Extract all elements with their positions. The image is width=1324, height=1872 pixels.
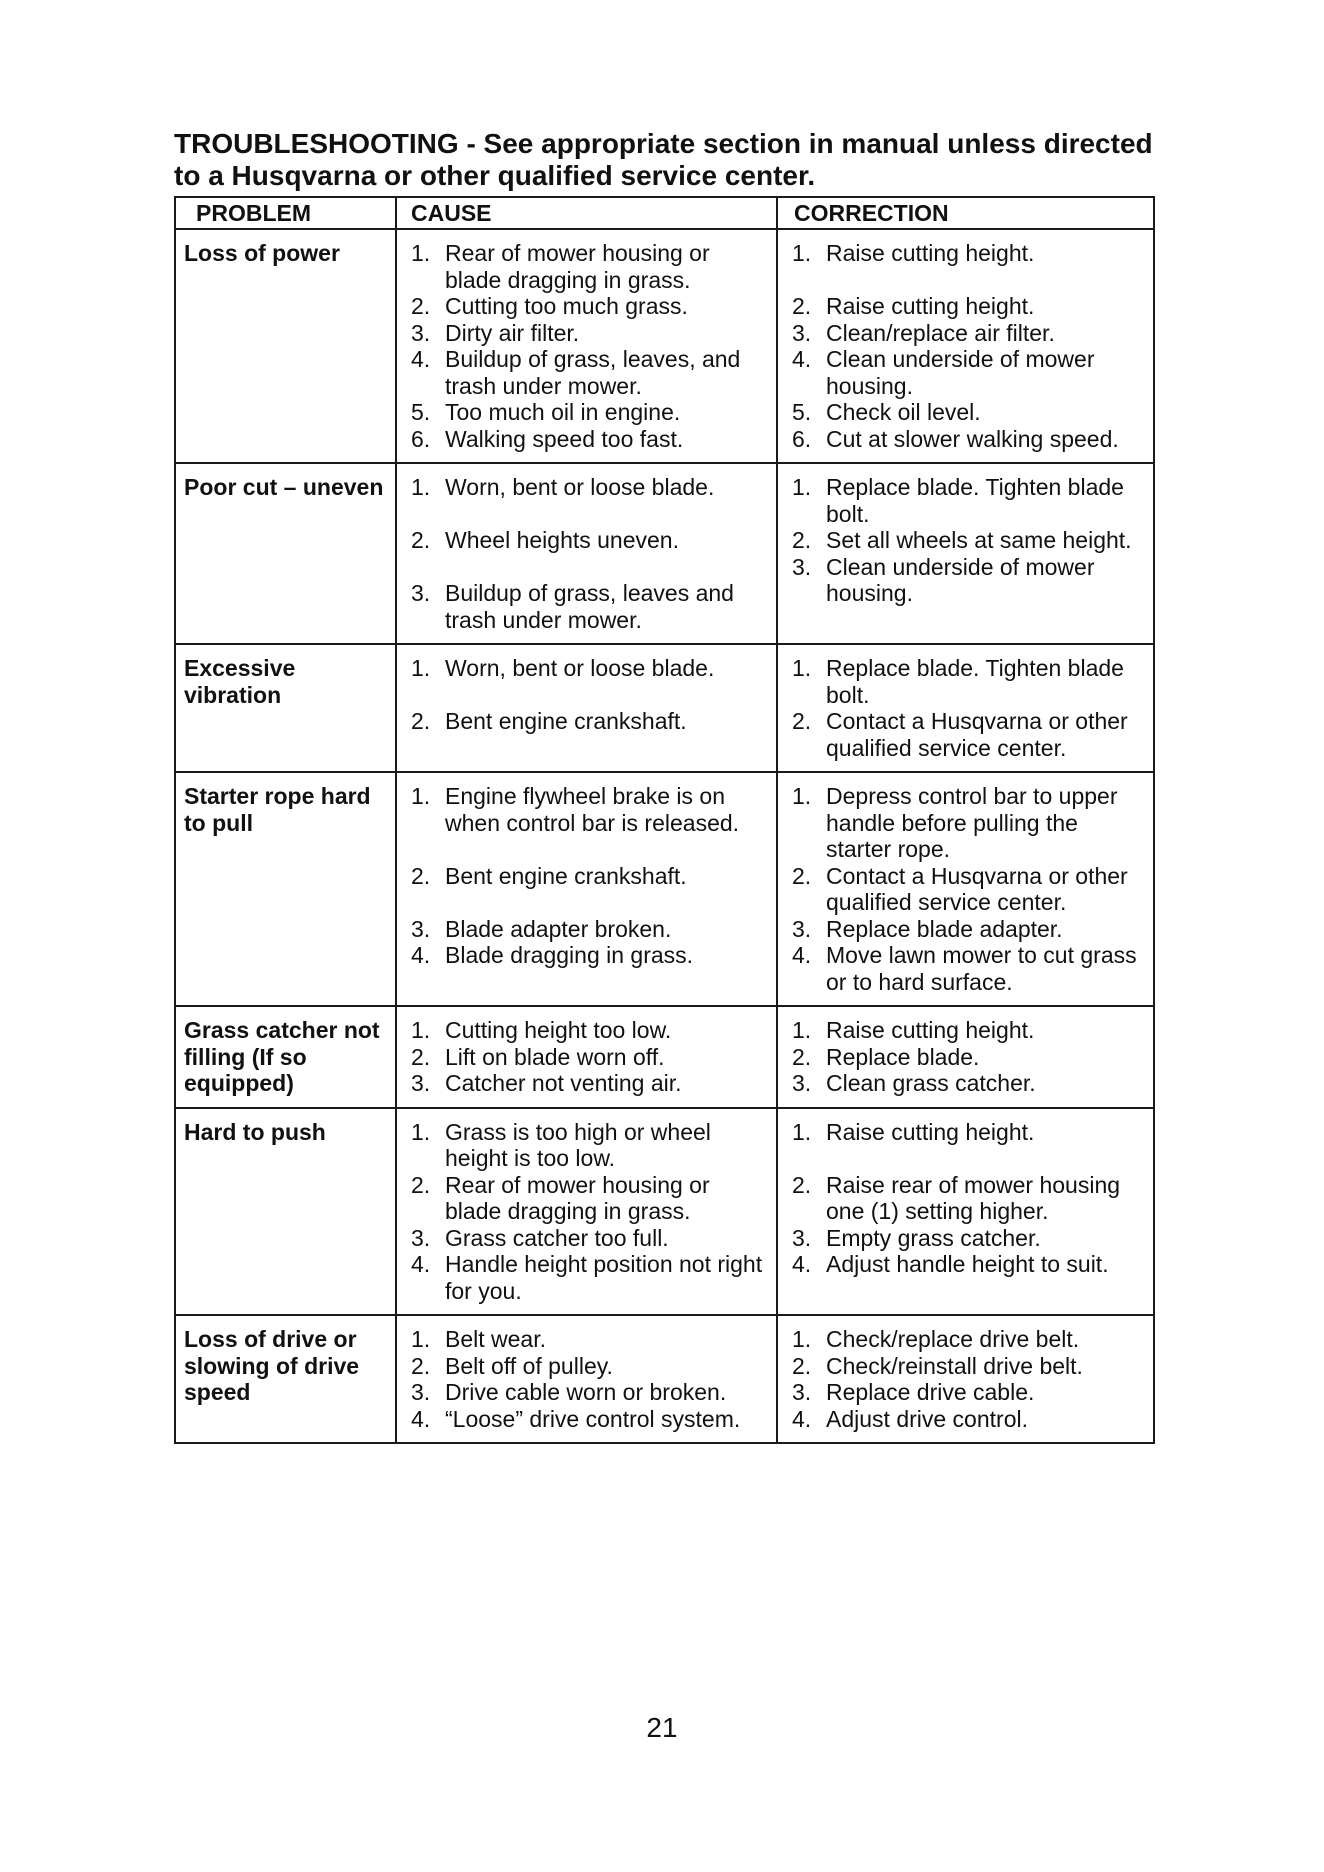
problem-cell: Loss of power	[175, 229, 396, 463]
cause-item	[405, 320, 770, 347]
header-problem: PROBLEM	[175, 197, 396, 229]
cause-item	[405, 346, 770, 399]
item-number: 1.	[792, 783, 812, 809]
item-text: Raise cutting height.	[826, 1017, 1035, 1043]
causes-list	[405, 1326, 770, 1432]
correction-cell	[777, 772, 1154, 1006]
correction-item	[786, 1326, 1147, 1353]
cause-item	[405, 942, 770, 969]
item-number: 1.	[411, 240, 431, 266]
correction-item	[786, 942, 1147, 995]
item-text: Contact a Husqvarna or other qualified service center.	[826, 708, 1128, 761]
cause-cell	[396, 229, 777, 463]
problem-cell: Loss of drive or slowing of drive speed	[175, 1315, 396, 1443]
cause-item	[405, 399, 770, 426]
cause-cell	[396, 1315, 777, 1443]
cause-item	[405, 426, 770, 453]
item-text: Clean underside of mower housing.	[826, 553, 1095, 606]
item-text: Adjust drive control.	[826, 1405, 1028, 1432]
correction-item	[786, 863, 1147, 916]
correction-item	[786, 346, 1147, 399]
correction-item	[786, 1017, 1147, 1044]
causes-list	[405, 240, 770, 452]
item-text: Bent engine crankshaft.	[445, 708, 687, 734]
item-number: 4.	[411, 1251, 431, 1277]
item-number: 2.	[792, 1043, 812, 1070]
item-number: 2.	[792, 1171, 812, 1198]
item-text: Buildup of grass, leaves and trash under mower.	[445, 580, 734, 633]
correction-item	[786, 399, 1147, 426]
item-number: 2.	[792, 862, 812, 889]
table-row	[175, 644, 1154, 772]
corrections-list	[786, 1326, 1147, 1432]
page-number: 21	[646, 1712, 678, 1743]
item-text: Belt wear.	[445, 1326, 546, 1352]
item-number: 3.	[792, 1070, 812, 1096]
item-number: 1.	[411, 1017, 431, 1043]
correction-item	[786, 1070, 1147, 1097]
item-text: Cutting too much grass.	[445, 293, 688, 319]
item-text: Replace blade.	[826, 1043, 980, 1070]
correction-item	[786, 426, 1147, 453]
table-row	[175, 1006, 1154, 1108]
item-number: 5.	[411, 399, 431, 425]
item-text: Wheel heights uneven.	[445, 527, 679, 553]
item-number: 2.	[792, 527, 812, 553]
item-number: 3.	[411, 1070, 431, 1096]
item-number: 2.	[411, 1043, 431, 1070]
item-text: Raise cutting height.	[826, 240, 1035, 266]
table-row	[175, 229, 1154, 463]
cause-item	[405, 708, 770, 735]
item-text: Blade dragging in grass.	[445, 942, 694, 968]
item-number: 1.	[792, 240, 812, 266]
item-number: 4.	[792, 1251, 812, 1277]
troubleshooting-table-container	[174, 196, 1155, 1444]
item-text: Engine flywheel brake is on when control bar is released.	[445, 783, 740, 836]
item-number: 3.	[411, 1224, 431, 1251]
item-text: Too much oil in engine.	[445, 399, 681, 425]
item-text: Move lawn mower to cut grass or to hard surface.	[826, 942, 1137, 995]
item-text: Depress control bar to upper handle before pulling the starter rope.	[826, 783, 1118, 862]
item-text: Dirty air filter.	[445, 319, 580, 346]
table-header-row	[175, 197, 1154, 229]
item-text: Clean underside of mower housing.	[826, 346, 1095, 399]
problem-cell: Grass catcher not filling (If so equipped)	[175, 1006, 396, 1108]
item-text: Buildup of grass, leaves, and trash under mower.	[445, 346, 741, 399]
header-correction: CORRECTION	[777, 197, 1154, 229]
correction-item	[786, 708, 1147, 761]
item-number: 4.	[411, 1405, 431, 1432]
causes-list	[405, 474, 770, 633]
item-text: Cutting height too low.	[445, 1017, 672, 1043]
corrections-list	[786, 655, 1147, 761]
item-text: Catcher not venting air.	[445, 1070, 682, 1096]
item-number: 2.	[792, 708, 812, 734]
cause-cell	[396, 1108, 777, 1316]
item-text: Grass catcher too full.	[445, 1224, 669, 1251]
item-number: 2.	[411, 293, 431, 319]
item-text: Rear of mower housing or blade dragging in grass.	[445, 1171, 710, 1224]
item-number: 2.	[792, 1352, 812, 1379]
page-title: TROUBLESHOOTING - See appropriate section in manual unless directed to a Husqvarna or other qualified service center.	[174, 128, 1153, 191]
table-row	[175, 1108, 1154, 1316]
item-number: 3.	[792, 915, 812, 942]
item-number: 3.	[792, 553, 812, 580]
item-number: 2.	[411, 862, 431, 889]
item-text: Check oil level.	[826, 399, 981, 425]
item-number: 3.	[792, 319, 812, 346]
item-number: 1.	[792, 1017, 812, 1043]
corrections-list	[786, 783, 1147, 995]
item-text: Blade adapter broken.	[445, 915, 672, 942]
item-text: Raise cutting height.	[826, 1118, 1035, 1145]
cause-item	[405, 474, 770, 501]
item-number: 2.	[792, 293, 812, 319]
item-text: Raise cutting height.	[826, 293, 1035, 319]
correction-cell	[777, 229, 1154, 463]
item-number: 1.	[792, 1118, 812, 1145]
cause-item	[405, 1172, 770, 1225]
cause-cell	[396, 644, 777, 772]
cause-item	[405, 1326, 770, 1353]
cause-cell	[396, 1006, 777, 1108]
item-number: 1.	[411, 783, 431, 809]
item-number: 4.	[792, 942, 812, 968]
cause-item	[405, 1044, 770, 1071]
correction-item	[786, 1379, 1147, 1406]
cause-item	[405, 1070, 770, 1097]
item-text: Cut at slower walking speed.	[826, 425, 1119, 452]
correction-cell	[777, 463, 1154, 644]
item-text: Adjust handle height to suit.	[826, 1251, 1109, 1277]
cause-cell	[396, 772, 777, 1006]
cause-item	[405, 293, 770, 320]
item-number: 4.	[792, 1405, 812, 1432]
item-number: 3.	[792, 1379, 812, 1405]
problem-cell: Poor cut – uneven	[175, 463, 396, 644]
correction-item	[786, 1044, 1147, 1071]
item-text: Handle height position not right for you.	[445, 1251, 763, 1304]
troubleshooting-table	[174, 196, 1155, 1444]
item-number: 3.	[411, 580, 431, 606]
table-row	[175, 772, 1154, 1006]
item-text: Clean/replace air filter.	[826, 319, 1055, 346]
problem-cell: Hard to push	[175, 1108, 396, 1316]
correction-cell	[777, 644, 1154, 772]
item-text: Replace blade. Tighten blade bolt.	[826, 655, 1124, 708]
problem-cell: Excessive vibration	[175, 644, 396, 772]
item-text: Raise rear of mower housing one (1) setting higher.	[826, 1171, 1121, 1224]
causes-list	[405, 1119, 770, 1305]
correction-item	[786, 655, 1147, 708]
correction-item	[786, 1119, 1147, 1146]
item-text: Set all wheels at same height.	[826, 527, 1132, 553]
item-number: 1.	[792, 655, 812, 681]
cause-item	[405, 580, 770, 633]
correction-cell	[777, 1006, 1154, 1108]
item-number: 4.	[792, 346, 812, 372]
cause-item	[405, 1251, 770, 1304]
correction-item	[786, 293, 1147, 320]
correction-item	[786, 554, 1147, 607]
item-text: Drive cable worn or broken.	[445, 1379, 727, 1405]
header-cause: CAUSE	[396, 197, 777, 229]
cause-item	[405, 655, 770, 682]
item-number: 3.	[411, 319, 431, 346]
item-number: 2.	[411, 1352, 431, 1379]
correction-cell	[777, 1315, 1154, 1443]
item-text: Replace blade adapter.	[826, 915, 1063, 942]
item-number: 1.	[792, 474, 812, 500]
correction-item	[786, 1225, 1147, 1252]
item-number: 2.	[411, 527, 431, 553]
item-number: 1.	[792, 1326, 812, 1352]
item-number: 5.	[792, 399, 812, 425]
correction-item	[786, 527, 1147, 554]
item-number: 1.	[411, 474, 431, 500]
item-text: Replace drive cable.	[826, 1379, 1035, 1405]
item-text: Empty grass catcher.	[826, 1224, 1041, 1251]
item-text: Lift on blade worn off.	[445, 1043, 665, 1070]
item-number: 6.	[411, 425, 431, 452]
cause-item	[405, 916, 770, 943]
corrections-list	[786, 1017, 1147, 1097]
correction-item	[786, 916, 1147, 943]
item-text: Check/replace drive belt.	[826, 1326, 1080, 1352]
corrections-list	[786, 1119, 1147, 1278]
cause-item	[405, 783, 770, 836]
item-text: “Loose” drive control system.	[445, 1405, 741, 1432]
cause-item	[405, 1225, 770, 1252]
item-number: 3.	[792, 1224, 812, 1251]
cause-item	[405, 863, 770, 890]
causes-list	[405, 1017, 770, 1097]
correction-cell	[777, 1108, 1154, 1316]
item-text: Replace blade. Tighten blade bolt.	[826, 474, 1124, 527]
item-text: Rear of mower housing or blade dragging in grass.	[445, 240, 710, 293]
item-number: 4.	[411, 346, 431, 372]
correction-item	[786, 1251, 1147, 1278]
table-row	[175, 463, 1154, 644]
table-body	[175, 229, 1154, 1443]
item-number: 3.	[411, 1379, 431, 1405]
item-number: 4.	[411, 942, 431, 968]
corrections-list	[786, 474, 1147, 607]
cause-item	[405, 1379, 770, 1406]
item-text: Bent engine crankshaft.	[445, 862, 687, 889]
table-row	[175, 1315, 1154, 1443]
cause-cell	[396, 463, 777, 644]
item-number: 3.	[411, 915, 431, 942]
item-number: 1.	[411, 1118, 431, 1145]
correction-item	[786, 474, 1147, 527]
item-text: Check/reinstall drive belt.	[826, 1352, 1083, 1379]
correction-item	[786, 240, 1147, 267]
item-number: 1.	[411, 655, 431, 681]
causes-list	[405, 655, 770, 735]
cause-item	[405, 527, 770, 554]
problem-cell: Starter rope hard to pull	[175, 772, 396, 1006]
correction-item	[786, 320, 1147, 347]
cause-item	[405, 1406, 770, 1433]
item-text: Contact a Husqvarna or other qualified service center.	[826, 862, 1128, 915]
item-number: 6.	[792, 425, 812, 452]
item-number: 2.	[411, 708, 431, 734]
cause-item	[405, 1119, 770, 1172]
item-text: Worn, bent or loose blade.	[445, 655, 715, 681]
cause-item	[405, 1017, 770, 1044]
cause-item	[405, 240, 770, 293]
correction-item	[786, 783, 1147, 863]
cause-item	[405, 1353, 770, 1380]
item-text: Clean grass catcher.	[826, 1070, 1036, 1096]
correction-item	[786, 1406, 1147, 1433]
item-text: Walking speed too fast.	[445, 425, 684, 452]
item-text: Grass is too high or wheel height is too low.	[445, 1118, 711, 1171]
correction-item	[786, 1172, 1147, 1225]
item-number: 2.	[411, 1171, 431, 1198]
item-text: Worn, bent or loose blade.	[445, 474, 715, 500]
item-text: Belt off of pulley.	[445, 1352, 613, 1379]
causes-list	[405, 783, 770, 969]
corrections-list	[786, 240, 1147, 452]
correction-item	[786, 1353, 1147, 1380]
item-number: 1.	[411, 1326, 431, 1352]
